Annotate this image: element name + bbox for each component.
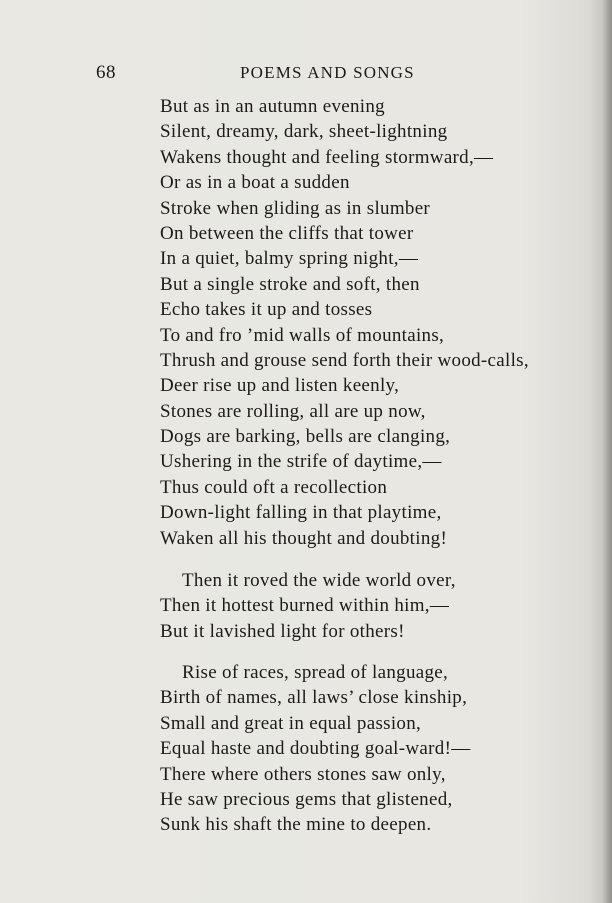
poem-line: On between the cliffs that tower: [160, 222, 414, 244]
poem-line: But a single stroke and soft, then: [160, 273, 420, 295]
poem-line: Thus could oft a recollection: [160, 476, 388, 498]
poem-line: Waken all his thought and doubting!: [160, 527, 448, 549]
poem-line: Ushering in the strife of daytime,—: [160, 451, 442, 473]
poem-line: Or as in a boat a sudden: [160, 172, 350, 194]
poem-line: But as in an autumn evening: [160, 96, 385, 117]
stanza-1: [160, 94, 529, 551]
poem-line: Small and great in equal passion,: [160, 712, 422, 734]
poem-line: Wakens thought and feeling stormward,—: [160, 146, 494, 168]
poem-line: But it lavished light for others!: [160, 620, 405, 642]
poem-line: Echo takes it up and tosses: [160, 299, 373, 321]
poem-line: He saw precious gems that glistened,: [160, 788, 453, 810]
poem-line: To and fro ’mid walls of mountains,: [160, 324, 445, 346]
poem-line: Birth of names, all laws’ close kinship,: [160, 687, 468, 709]
page-edge-shadow: [602, 0, 612, 903]
stanza-3: [160, 660, 471, 838]
poem-line: Stroke when gliding as in slumber: [160, 197, 431, 219]
poem-line: Sunk his shaft the mine to deepen.: [160, 814, 432, 836]
stanza-2: [160, 568, 456, 644]
poem-line: Rise of races, spread of language,: [182, 662, 449, 683]
poem-line: Then it roved the wide world over,: [182, 570, 456, 591]
poem-line: Stones are rolling, all are up now,: [160, 400, 426, 422]
poem-line: Deer rise up and listen keenly,: [160, 375, 400, 397]
running-head: POEMS AND SONGS: [240, 63, 415, 82]
poem-line: Silent, dreamy, dark, sheet-lightning: [160, 121, 448, 143]
poem-line: Down-light falling in that playtime,: [160, 502, 442, 524]
poem-line: Then it hottest burned within him,—: [160, 595, 450, 617]
page-number: 68: [96, 62, 116, 83]
poem-line: Thrush and grouse send forth their wood-calls,: [160, 349, 529, 371]
poem-line: Equal haste and doubting goal-ward!—: [160, 738, 471, 760]
poem-line: In a quiet, balmy spring night,—: [160, 248, 419, 270]
poem-line: There where others stones saw only,: [160, 763, 446, 785]
poem-line: Dogs are barking, bells are clanging,: [160, 426, 451, 448]
